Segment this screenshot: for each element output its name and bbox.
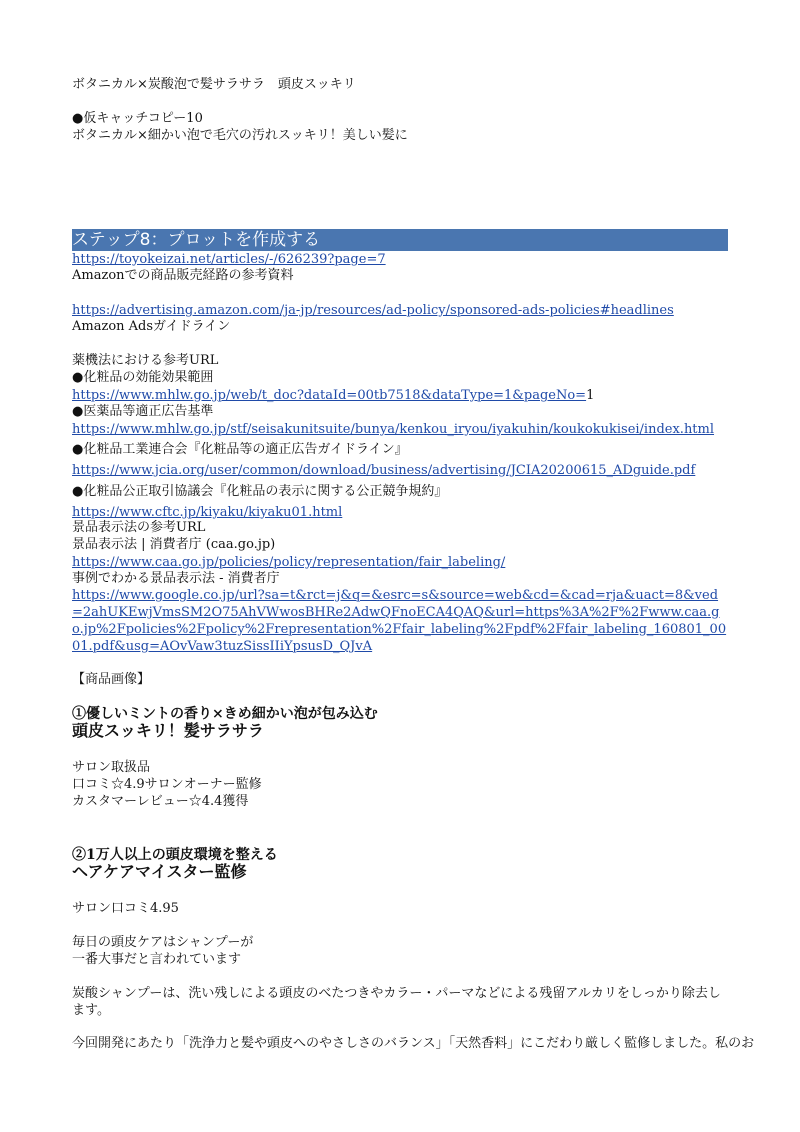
cftc-link[interactable]: https://www.cftc.jp/kiyaku/kiyaku01.html [72,505,343,520]
yakki-title: 薬機法における参考URL [72,353,219,368]
amazon-ads-link[interactable]: https://advertising.amazon.com/ja-jp/resources/ad-policy/sponsored-ads-policies#headlines [72,303,674,318]
item2-line1: サロン口コミ4.95 [72,901,179,916]
item1-subheading: ①優しいミントの香り×きめ細かい泡が包み込む [72,706,378,722]
item2-paragraph2: 今回開発にあたり「洗浄力と髪や頭皮へのやさしさのバランス」「天然香料」にこだわり厳しく監修しました。私のお [72,1036,755,1051]
item1-heading: 頭皮スッキリ！髪サラサラ [72,721,264,740]
item1-line3: カスタマーレビュー☆4.4獲得 [72,794,249,809]
amazon-ads-desc: Amazon Adsガイドライン [72,319,231,334]
caa-link[interactable]: https://www.caa.go.jp/policies/policy/representation/fair_labeling/ [72,555,506,570]
example-desc: 事例でわかる景品表示法 - 消費者庁 [72,571,280,586]
item1-line1: サロン取扱品 [72,760,151,775]
mhlw-effect-link[interactable]: https://www.mhlw.go.jp/web/t_doc?dataId=00tb7518&dataType=1&pageNo= [72,388,587,403]
product-image-section-title: 【商品画像】 [72,672,151,687]
effect-label: ●化粧品の効能効果範囲 [72,370,214,385]
catch-copy-10-label: ●仮キャッチコピー10 [72,111,203,126]
caa-desc: 景品表示法 | 消費者庁 (caa.go.jp) [72,537,276,552]
keihin-title: 景品表示法の参考URL [72,520,206,535]
jcia-label: ●化粧品工業連合会『化粧品等の適正広告ガイドライン』 [72,442,408,457]
mhlw-iyaku-link[interactable]: https://www.mhlw.go.jp/stf/seisakunitsuite/bunya/kenkou_iryou/iyakuhin/koukokukisei/index.html [72,422,715,437]
item2-line2: 毎日の頭皮ケアはシャンプーが [72,935,254,950]
amazon-sales-desc: Amazonでの商品販売経路の参考資料 [72,268,294,283]
catch-copy-line: ボタニカル×炭酸泡で髪サラサラ 頭皮スッキリ [72,77,356,92]
google-caa-pdf-link[interactable]: https://www.google.co.jp/url?sa=t&rct=j&q=&esrc=s&source=web&cd=&cad=rja&uact=8&ved=2ahUKEwjVmsSM2O75AhVWwosBHRe2AdwQFnoECA4QAQ&url=https%3A%2F%2Fwww.caa.go.jp%2Fpolicies%2Fpolicy%2Frepresentation%2Ffair_labeling%2Fpdf%2Ffair_labeling_160801_0001.pdf&usg=AOvVaw3tuzSissIIiYpsusD_QJvA [72,588,727,654]
catch-copy-10-text: ボタニカル×細かい泡で毛穴の汚れスッキリ！美しい髪に [72,128,408,143]
effect-url-tail: 1 [586,388,595,403]
step8-heading: ステップ8：プロットを作成する [72,229,728,251]
toyokeizai-link[interactable]: https://toyokeizai.net/articles/-/626239?page=7 [72,252,386,267]
cftc-label: ●化粧品公正取引協議会『化粧品の表示に関する公正競争規約』 [72,484,448,499]
item2-line3: 一番大事だと言われています [72,952,242,967]
item2-heading: ヘアケアマイスター監修 [72,862,247,881]
item2-paragraph1: 炭酸シャンプーは、洗い残しによる頭皮のべたつきやカラー・パーマなどによる残留アルカリをしっかり除去します。 [72,986,721,1018]
item2-subheading: ②1万人以上の頭皮環境を整える [72,847,278,863]
jcia-link[interactable]: https://www.jcia.org/user/common/download/business/advertising/JCIA20200615_ADguide.pdf [72,463,696,478]
iyaku-label: ●医薬品等適正広告基準 [72,404,214,419]
item1-line2: 口コミ☆4.9サロンオーナー監修 [72,777,262,792]
